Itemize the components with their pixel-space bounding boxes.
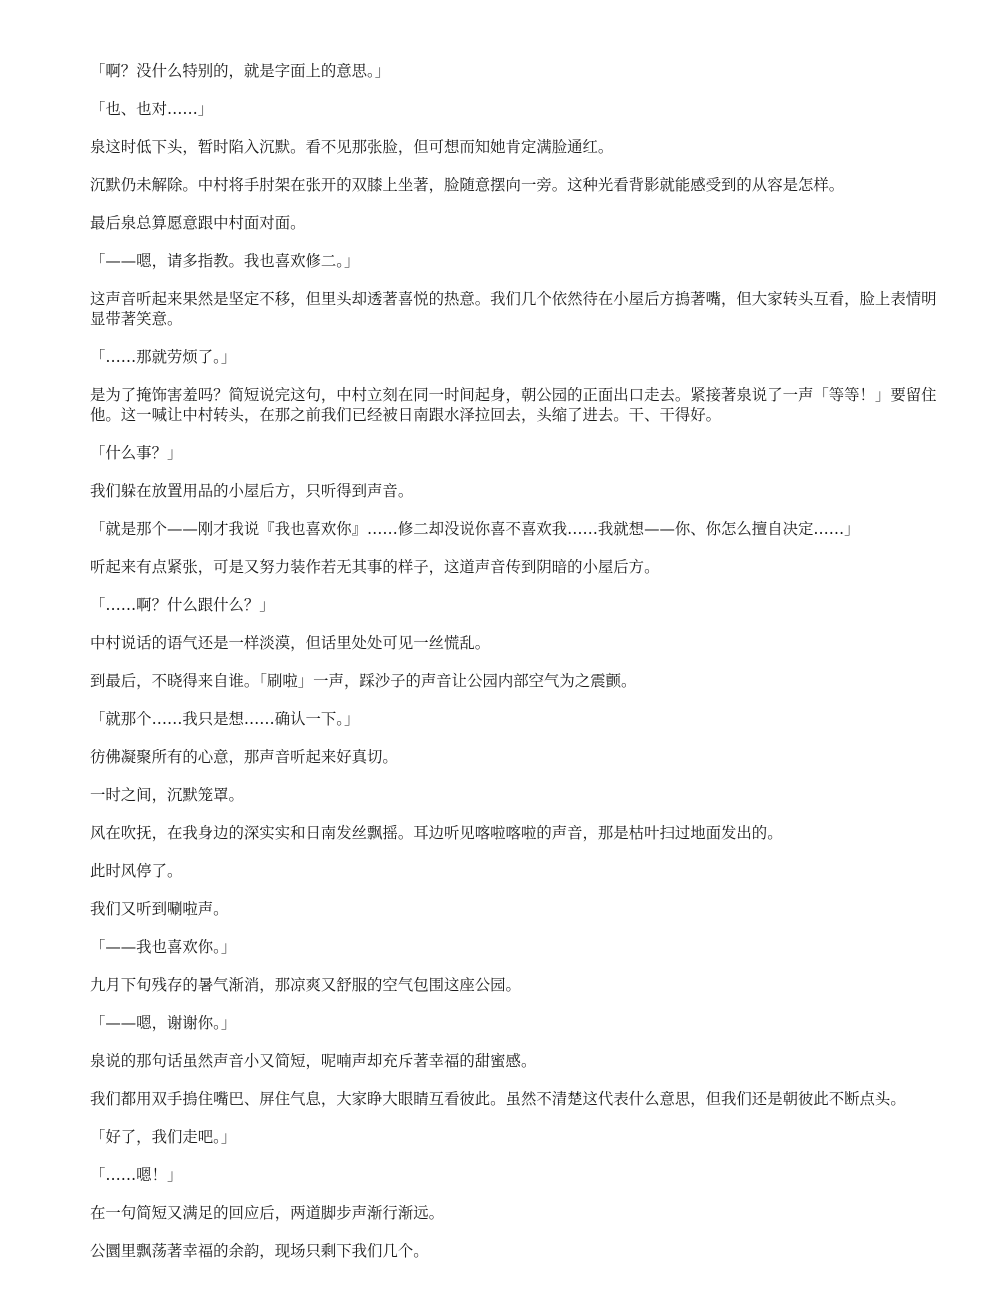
paragraph-27: 我们都用双手摀住嘴巴、屏住气息，大家睁大眼睛互看彼此。虽然不清楚这代表什么意思，但我们还是朝彼此不断点头。	[90, 1090, 906, 1108]
paragraph-3: 泉这时低下头，暂时陷入沉默。看不见那张脸，但可想而知她肯定满脸通红。	[90, 138, 614, 156]
paragraph-22: 我们又听到唰啦声。	[90, 900, 229, 918]
paragraph-9: 是为了掩饰害羞吗？简短说完这句，中村立刻在同一时间起身，朝公园的正面出口走去。紧接著泉说了一声「等等！」要留住他。这一喊让中村转头，在那之前我们已经被日南跟水泽拉回去，头缩了进去。干、干得好。	[90, 386, 937, 424]
paragraph-25: 「——嗯，谢谢你。」	[90, 1014, 237, 1032]
paragraph-16: 到最后，不晓得来自谁。「刷啦」一声，踩沙子的声音让公园内部空气为之震颤。	[90, 672, 637, 690]
paragraph-8: 「……那就劳烦了。」	[90, 348, 237, 366]
paragraph-11: 我们躲在放置用品的小屋后方，只听得到声音。	[90, 482, 414, 500]
paragraph-29: 「……嗯！」	[90, 1166, 183, 1184]
paragraph-6: 「——嗯，请多指教。我也喜欢修二。」	[90, 252, 360, 270]
paragraph-21: 此时风停了。	[90, 862, 183, 880]
paragraph-20: 风在吹抚，在我身边的深实实和日南发丝飘摇。耳边听见喀啦喀啦的声音，那是枯叶扫过地面发出的。	[90, 824, 783, 842]
paragraph-26: 泉说的那句话虽然声音小又简短，呢喃声却充斥著幸福的甜蜜感。	[90, 1052, 537, 1070]
paragraph-24: 九月下旬残存的暑气渐消，那凉爽又舒服的空气包围这座公园。	[90, 976, 521, 994]
paragraph-12: 「就是那个——刚才我说『我也喜欢你』……修二却没说你喜不喜欢我……我就想——你、你怎么擅自决定……」	[90, 520, 860, 538]
paragraph-23: 「——我也喜欢你。」	[90, 938, 237, 956]
paragraph-28: 「好了，我们走吧。」	[90, 1128, 237, 1146]
paragraph-1: 「啊？没什么特别的，就是字面上的意思。」	[90, 62, 391, 80]
paragraph-17: 「就那个……我只是想……确认一下。」	[90, 710, 360, 728]
paragraph-31: 公圜里飘荡著幸福的余韵，现场只剩下我们几个。	[90, 1242, 429, 1260]
paragraph-5: 最后泉总算愿意跟中村面对面。	[90, 214, 306, 232]
paragraph-7: 这声音听起来果然是坚定不移，但里头却透著喜悦的热意。我们几个依然待在小屋后方摀著嘴，但大家转头互看，脸上表情明显带著笑意。	[90, 290, 937, 328]
paragraph-14: 「……啊？什么跟什么？」	[90, 596, 275, 614]
paragraph-10: 「什么事？」	[90, 444, 183, 462]
paragraph-2: 「也、也对……」	[90, 100, 214, 118]
paragraph-4: 沉默仍未解除。中村将手肘架在张开的双膝上坐著，脸随意摆向一旁。这种光看背影就能感受到的从容是怎样。	[90, 176, 845, 194]
paragraph-15: 中村说话的语气还是一样淡漠，但话里处处可见一丝慌乱。	[90, 634, 491, 652]
paragraph-19: 一时之间，沉默笼罩。	[90, 786, 244, 804]
paragraph-18: 彷佛凝聚所有的心意，那声音听起来好真切。	[90, 748, 398, 766]
paragraph-30: 在一句简短又满足的回应后，两道脚步声渐行渐远。	[90, 1204, 444, 1222]
paragraph-13: 听起来有点紧张，可是又努力装作若无其事的样子，这道声音传到阴暗的小屋后方。	[90, 558, 660, 576]
